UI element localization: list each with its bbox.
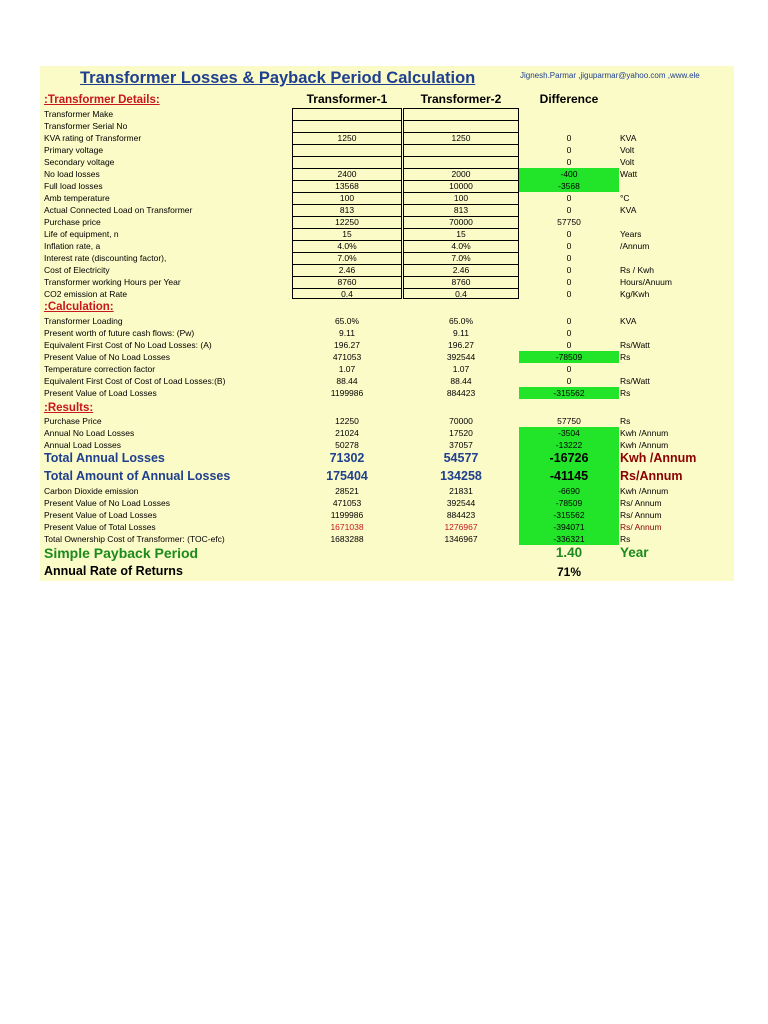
difference-value: -78509 xyxy=(555,352,583,362)
transformer-1-value[interactable]: 13568 xyxy=(335,181,359,191)
transformer-2-value[interactable]: 0.4 xyxy=(455,289,467,299)
author-credit: Jignesh.Parmar ,jiguparmar@yahoo.com ,www.ele xyxy=(520,71,700,80)
transformer-1-value: 28521 xyxy=(335,486,359,496)
difference-value: 57750 xyxy=(557,217,581,227)
transformer-1-value[interactable]: 8760 xyxy=(337,277,357,287)
payback-period-unit: Year xyxy=(620,545,649,560)
transformer-2-value: 1346967 xyxy=(444,534,478,544)
cell-divider xyxy=(292,156,402,157)
total-annual-losses-label: Total Annual Losses xyxy=(44,451,165,465)
transformer-1-value[interactable]: 15 xyxy=(342,229,352,239)
section-results-heading: :Results: xyxy=(44,402,94,414)
row-label: Transformer working Hours per Year xyxy=(44,277,181,287)
row-label: Interest rate (discounting factor), xyxy=(44,253,167,263)
difference-value: -394071 xyxy=(553,522,585,532)
unit-label: Rs xyxy=(620,534,631,544)
column-header-transformer-1: Transformer-1 xyxy=(306,92,388,106)
transformer-2-value[interactable]: 70000 xyxy=(449,217,473,227)
transformer-2-value[interactable]: 8760 xyxy=(451,277,471,287)
transformer-1-value: 1671038 xyxy=(330,522,364,532)
unit-label: Kwh /Annum xyxy=(620,428,669,438)
annual-returns-value: 71% xyxy=(556,565,582,579)
column-header-transformer-2: Transformer-2 xyxy=(420,92,502,106)
transformer-1-value: 196.27 xyxy=(334,340,360,350)
transformer-2-value: 884423 xyxy=(446,388,476,398)
unit-label: /Annum xyxy=(620,241,650,251)
difference-value: -336321 xyxy=(553,534,585,544)
cell-divider xyxy=(403,108,519,109)
row-label: Present Value of No Load Losses xyxy=(44,352,171,362)
difference-value: -3568 xyxy=(558,181,580,191)
transformer-2-value: 65.0% xyxy=(448,316,474,326)
transformer-2-value[interactable]: 10000 xyxy=(449,181,473,191)
column-header-difference: Difference xyxy=(539,92,599,106)
transformer-2-value[interactable]: 1250 xyxy=(451,133,471,143)
cell-divider xyxy=(403,144,519,145)
row-label: Present Value of Load Losses xyxy=(44,510,157,520)
total-amount-losses-unit: Rs/Annum xyxy=(620,469,683,483)
row-label: KVA rating of Transformer xyxy=(44,133,142,143)
transformer-1-value[interactable]: 4.0% xyxy=(337,241,357,251)
transformer-1-value: 471053 xyxy=(332,498,362,508)
difference-value: 0 xyxy=(566,253,572,263)
unit-label: Years xyxy=(620,229,642,239)
row-label: Cost of Electricity xyxy=(44,265,110,275)
transformer-1-value[interactable]: 0.4 xyxy=(341,289,353,299)
unit-label: Rs/Watt xyxy=(620,340,650,350)
row-label: Equivalent First Cost of No Load Losses: (A) xyxy=(44,340,212,350)
row-label: Annual Load Losses xyxy=(44,440,122,450)
difference-value: 0 xyxy=(566,316,572,326)
transformer-2-value: 1276967 xyxy=(444,522,478,532)
difference-value: 0 xyxy=(566,340,572,350)
cell-divider xyxy=(403,156,519,157)
transformer-1-value: 12250 xyxy=(335,416,359,426)
unit-label: Rs/Watt xyxy=(620,376,650,386)
total-amount-losses-t2: 134258 xyxy=(440,469,482,483)
row-label: No load losses xyxy=(44,169,100,179)
total-amount-losses-label: Total Amount of Annual Losses xyxy=(44,469,231,483)
transformer-2-value: 17520 xyxy=(449,428,473,438)
row-label: Purchase Price xyxy=(44,416,102,426)
row-label: Life of equipment, n xyxy=(44,229,119,239)
total-annual-losses-unit: Kwh /Annum xyxy=(620,451,697,465)
unit-label: Hours/Anuum xyxy=(620,277,672,287)
transformer-2-value: 21831 xyxy=(449,486,473,496)
difference-value: 0 xyxy=(566,205,572,215)
transformer-1-value[interactable]: 2400 xyxy=(337,169,357,179)
row-label: Total Ownership Cost of Transformer: (TOC-efc) xyxy=(44,534,225,544)
transformer-1-value: 471053 xyxy=(332,352,362,362)
unit-label: Kg/Kwh xyxy=(620,289,650,299)
unit-label: KVA xyxy=(620,133,637,143)
transformer-2-value: 37057 xyxy=(449,440,473,450)
difference-value: 0 xyxy=(566,364,572,374)
row-label: Full load losses xyxy=(44,181,103,191)
total-amount-losses-t1: 175404 xyxy=(326,469,368,483)
row-label: Actual Connected Load on Transformer xyxy=(44,205,193,215)
difference-value: 0 xyxy=(566,133,572,143)
section-details-heading: :Transformer Details: xyxy=(44,94,160,106)
difference-value: 0 xyxy=(566,289,572,299)
row-label: Purchase price xyxy=(44,217,101,227)
unit-label: Rs/ Annum xyxy=(620,498,662,508)
unit-label: Volt xyxy=(620,145,635,155)
transformer-1-value[interactable]: 100 xyxy=(339,193,355,203)
row-label: Secondary voltage xyxy=(44,157,115,167)
difference-value: 0 xyxy=(566,193,572,203)
transformer-1-value: 1199986 xyxy=(330,510,364,520)
difference-value: -13222 xyxy=(555,440,583,450)
unit-label: Kwh /Annum xyxy=(620,440,669,450)
difference-value: -3504 xyxy=(558,428,580,438)
unit-label: KVA xyxy=(620,205,637,215)
transformer-2-value[interactable]: 15 xyxy=(456,229,466,239)
difference-value: -6690 xyxy=(558,486,580,496)
total-annual-losses-t1: 71302 xyxy=(329,451,365,465)
transformer-1-value: 88.44 xyxy=(336,376,358,386)
unit-label: Rs xyxy=(620,388,631,398)
transformer-1-value[interactable]: 7.0% xyxy=(337,253,357,263)
unit-label: Volt xyxy=(620,157,635,167)
transformer-1-value: 9.11 xyxy=(339,328,355,338)
row-label: Carbon Dioxide emission xyxy=(44,486,139,496)
unit-label: Rs/ Annum xyxy=(620,510,662,520)
transformer-2-value[interactable]: 813 xyxy=(453,205,469,215)
transformer-2-value: 884423 xyxy=(446,510,476,520)
cell-divider xyxy=(403,120,519,121)
difference-value: 0 xyxy=(566,229,572,239)
row-label: Annual No Load Losses xyxy=(44,428,135,438)
transformer-2-value: 392544 xyxy=(446,498,476,508)
transformer-1-value[interactable]: 2.46 xyxy=(338,265,356,275)
row-label: Temperature correction factor xyxy=(44,364,156,374)
transformer-1-value: 21024 xyxy=(335,428,359,438)
transformer-1-value: 1199986 xyxy=(330,388,364,398)
transformer-2-value[interactable]: 4.0% xyxy=(451,241,471,251)
transformer-2-value: 9.11 xyxy=(453,328,469,338)
row-label: Transformer Loading xyxy=(44,316,123,326)
total-amount-losses-diff: -41145 xyxy=(549,469,589,483)
difference-value: 0 xyxy=(566,265,572,275)
row-label: Present worth of future cash flows: (Pw) xyxy=(44,328,195,338)
row-label: Transformer Make xyxy=(44,109,114,119)
row-label: Present Value of Load Losses xyxy=(44,388,157,398)
row-label: Transformer Serial No xyxy=(44,121,128,131)
transformer-1-value: 1683288 xyxy=(330,534,364,544)
total-annual-losses-diff: -16726 xyxy=(549,451,589,465)
transformer-2-value[interactable]: 2000 xyxy=(451,169,471,179)
transformer-2-value: 1.07 xyxy=(452,364,470,374)
difference-value: -315562 xyxy=(553,388,585,398)
transformer-1-value: 1.07 xyxy=(338,364,356,374)
difference-value: -400 xyxy=(560,169,578,179)
difference-value: -315562 xyxy=(553,510,585,520)
row-label: CO2 emission at Rate xyxy=(44,289,128,299)
row-label: Present Value of Total Losses xyxy=(44,522,156,532)
row-label: Amb temperature xyxy=(44,193,110,203)
transformer-1-value: 65.0% xyxy=(334,316,360,326)
cell-divider xyxy=(292,108,402,109)
cell-divider xyxy=(292,120,402,121)
unit-label: Rs xyxy=(620,416,631,426)
difference-value: 0 xyxy=(566,328,572,338)
transformer-2-value[interactable]: 100 xyxy=(453,193,469,203)
total-annual-losses-t2: 54577 xyxy=(443,451,479,465)
unit-label: Kwh /Annum xyxy=(620,486,669,496)
transformer-1-value: 50278 xyxy=(335,440,359,450)
row-label: Present Value of No Load Losses xyxy=(44,498,171,508)
transformer-2-value: 196.27 xyxy=(448,340,474,350)
unit-label: Rs / Kwh xyxy=(620,265,655,275)
unit-label: °C xyxy=(620,193,630,203)
transformer-2-value[interactable]: 2.46 xyxy=(452,265,470,275)
transformer-2-value: 88.44 xyxy=(450,376,472,386)
annual-returns-label: Annual Rate of Returns xyxy=(44,564,183,578)
cell-divider xyxy=(292,144,402,145)
section-calculation-heading: :Calculation: xyxy=(44,301,114,313)
difference-value: 0 xyxy=(566,241,572,251)
difference-value: 57750 xyxy=(557,416,581,426)
payback-period-value: 1.40 xyxy=(555,545,583,560)
page-title: Transformer Losses & Payback Period Calculation xyxy=(80,69,476,87)
row-label: Inflation rate, a xyxy=(44,241,101,251)
transformer-2-value: 70000 xyxy=(449,416,473,426)
transformer-2-value: 392544 xyxy=(446,352,476,362)
difference-value: 0 xyxy=(566,376,572,386)
transformer-2-value[interactable]: 7.0% xyxy=(451,253,471,263)
transformer-1-value[interactable]: 1250 xyxy=(337,133,357,143)
transformer-1-value[interactable]: 12250 xyxy=(335,217,359,227)
difference-value: 0 xyxy=(566,157,572,167)
difference-value: -78509 xyxy=(555,498,583,508)
unit-label: Rs xyxy=(620,352,631,362)
transformer-1-value[interactable]: 813 xyxy=(339,205,355,215)
unit-label: KVA xyxy=(620,316,637,326)
difference-value: 0 xyxy=(566,145,572,155)
payback-period-label: Simple Payback Period xyxy=(44,545,199,561)
row-label: Primary voltage xyxy=(44,145,104,155)
spreadsheet xyxy=(40,66,734,581)
unit-label: Watt xyxy=(620,169,638,179)
row-label: Equivalent First Cost of Cost of Load Losses:(B) xyxy=(44,376,226,386)
difference-value: 0 xyxy=(566,277,572,287)
unit-label: Rs/ Annum xyxy=(620,522,662,532)
